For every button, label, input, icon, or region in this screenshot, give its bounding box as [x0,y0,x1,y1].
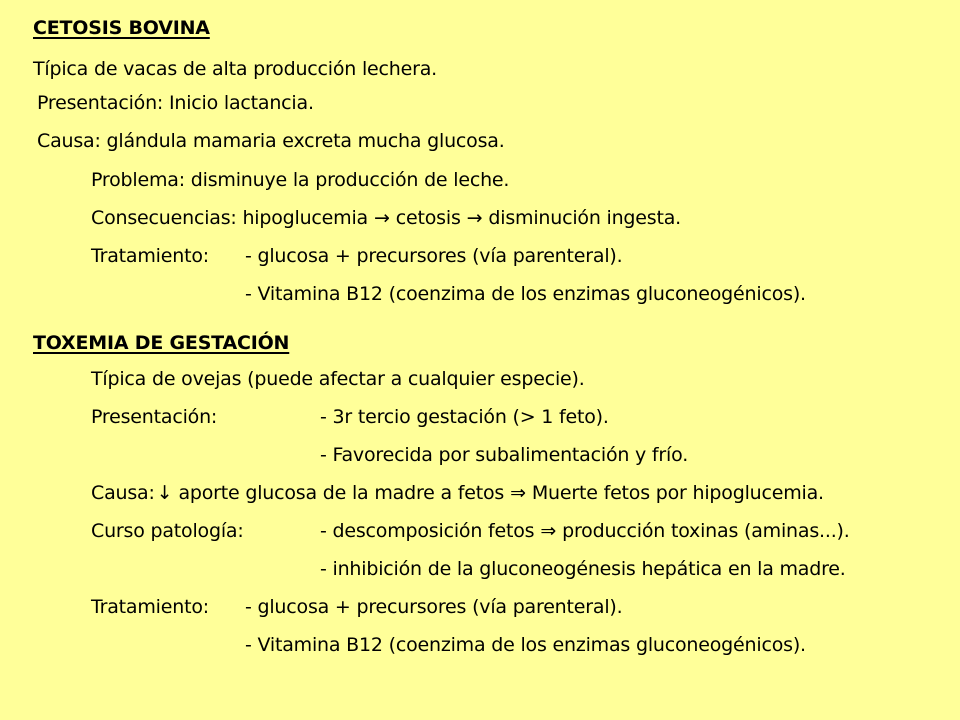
toxemia-tratamiento-label: Tratamiento: [91,596,209,618]
toxemia-description: Típica de ovejas (puede afectar a cualquier especie). [91,368,585,390]
curso-1a: - descomposición fetos [320,520,535,542]
cetosis-problema: Problema: disminuye la producción de leche. [91,169,510,191]
cetosis-tratamiento-label: Tratamiento: [91,245,209,267]
arrow-right-icon: → [466,207,483,229]
implies-arrow-icon: ⇒ [510,482,526,504]
cetosis-tratamiento-2: - Vitamina B12 (coenzima de los enzimas gluconeogénicos). [245,283,806,305]
curso-1b: producción toxinas (aminas...). [562,520,850,542]
arrow-right-icon: → [374,207,390,229]
cetosis-causa: Causa: glándula mamaria excreta mucha glucosa. [37,130,505,152]
cetosis-description: Típica de vacas de alta producción lechera. [33,58,438,80]
consecuencias-mid: cetosis [395,207,461,229]
toxemia-curso-1 [320,519,850,543]
cetosis-tratamiento-1: - glucosa + precursores (vía parenteral). [245,245,623,267]
toxemia-presentacion-label: Presentación: [91,406,218,428]
causa-result: Muerte fetos por hipoglucemia. [531,482,824,504]
toxemia-presentacion-2: - Favorecida por subalimentación y frío. [320,444,689,466]
cetosis-presentacion: Presentación: Inicio lactancia. [37,92,314,114]
consecuencias-label: Consecuencias: hipoglucemia [91,207,369,229]
toxemia-tratamiento-2: - Vitamina B12 (coenzima de los enzimas gluconeogénicos). [245,634,806,656]
toxemia-tratamiento-1: - glucosa + precursores (vía parenteral). [245,596,623,618]
toxemia-presentacion-1: - 3r tercio gestación (> 1 feto). [320,406,609,428]
causa-text: aporte glucosa de la madre a fetos [178,482,505,504]
arrow-down-icon: ↓ [156,482,173,504]
cetosis-consecuencias [91,206,681,230]
toxemia-curso-label: Curso patología: [91,520,244,542]
section-title-cetosis: CETOSIS BOVINA [33,17,210,39]
causa-label: Causa: [91,482,155,504]
toxemia-curso-2: - inhibición de la gluconeogénesis hepática en la madre. [320,558,846,580]
section-title-toxemia: TOXEMIA DE GESTACIÓN [33,332,290,354]
implies-arrow-icon: ⇒ [540,520,557,542]
consecuencias-end: disminución ingesta. [488,207,682,229]
toxemia-causa [91,481,824,505]
